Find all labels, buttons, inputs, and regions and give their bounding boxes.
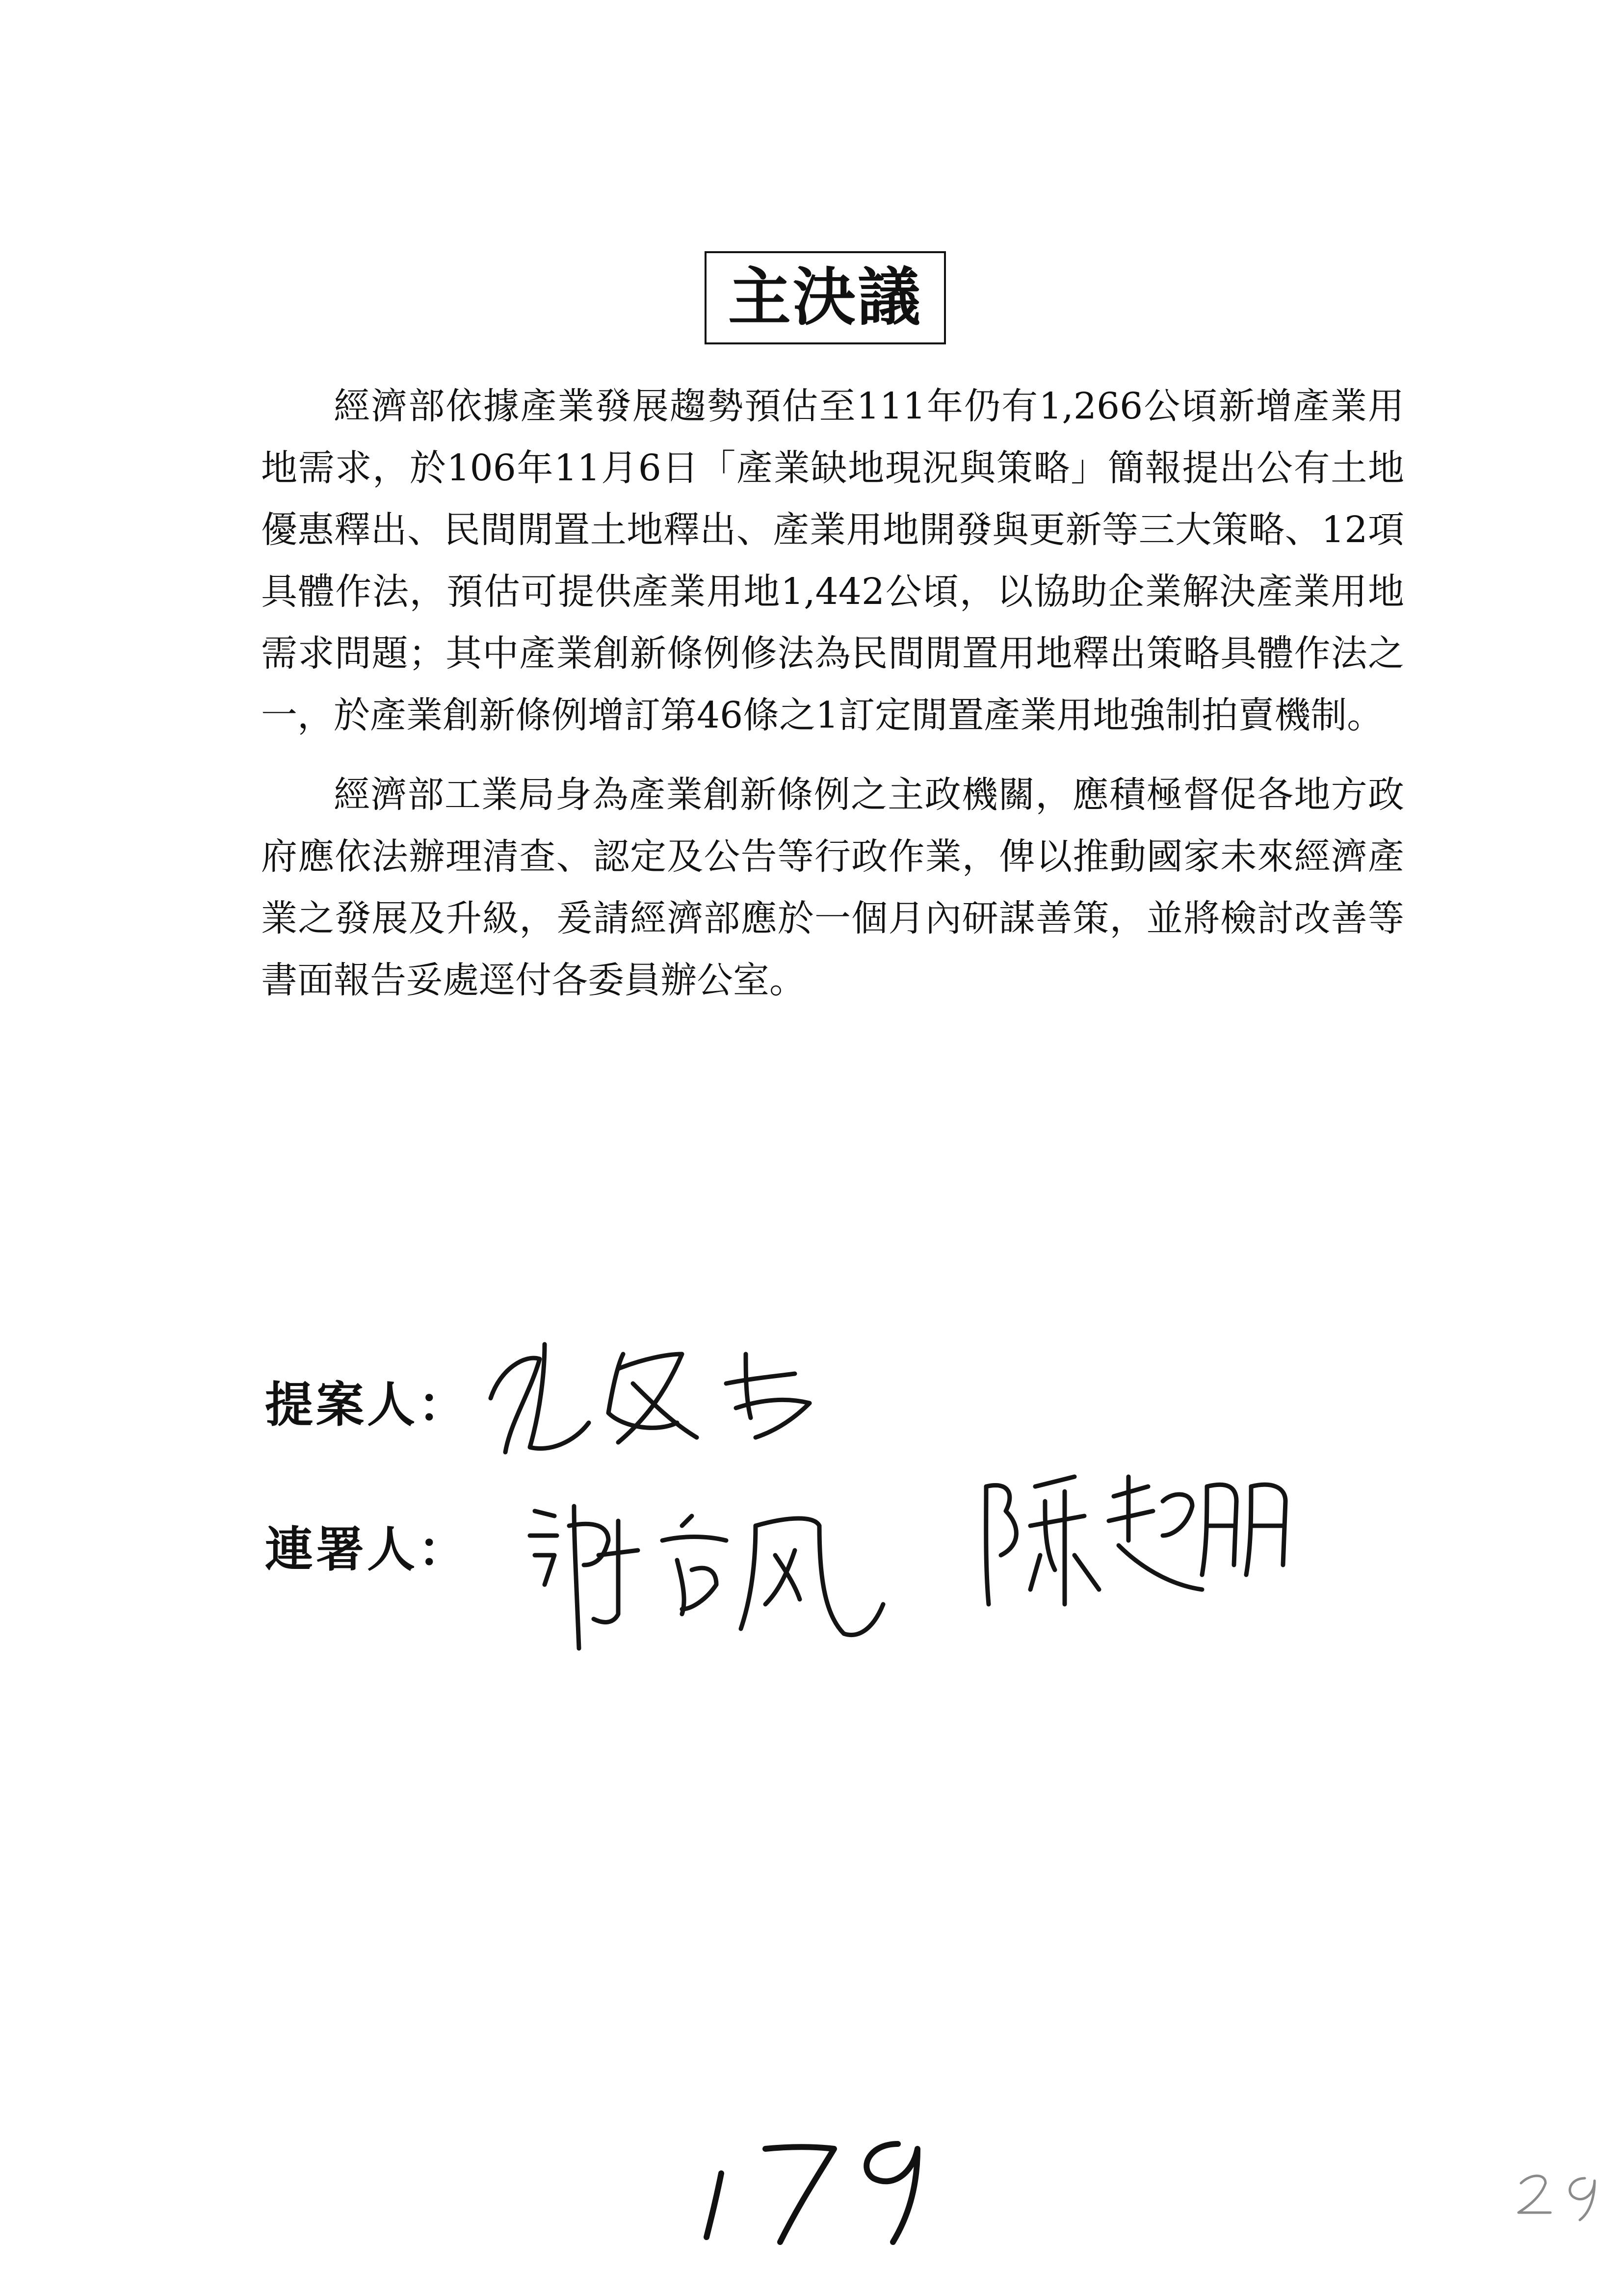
proposer-signature <box>471 1325 854 1477</box>
proposer-label: 提案人： <box>265 1377 470 1433</box>
corner-page-number <box>1511 2164 1609 2222</box>
cosigner-signature-2 <box>971 1457 1305 1619</box>
document-title: 主決議 <box>728 261 922 334</box>
resolution-body <box>261 375 1404 1029</box>
cosigner-label: 連署人： <box>265 1522 470 1578</box>
cosigner-signature-1 <box>520 1487 898 1668</box>
paragraph-2: 經濟部工業局身為產業創新條例之主政機關，應積極督促各地方政府應依法辦理清查、認定及公告等行政作業，俾以推動國家未來經濟產業之發展及升級，爰請經濟部應於一個月內研謀善策，並將檢討改善等書面報告妥處逕付各委員辦公室。 <box>261 774 1404 1001</box>
title-box <box>705 251 946 344</box>
paragraph-1: 經濟部依據產業發展趨勢預估至111年仍有1,266公頃新增產業用地需求，於106年11月6日「產業缺地現況與策略」簡報提出公有土地優惠釋出、民間閒置土地釋出、產業用地開發與更新等三大策略、12項具體作法，預估可提供產業用地1,442公頃，以協助企業解決產業用地需求問題；其中產業創新條例修法為民間閒置用地釋出策略具體作法之一，於產業創新條例增訂第46條之1訂定閒置產業用地強制拍賣機制。 <box>261 385 1404 736</box>
page-number-handwritten <box>687 2119 962 2247</box>
